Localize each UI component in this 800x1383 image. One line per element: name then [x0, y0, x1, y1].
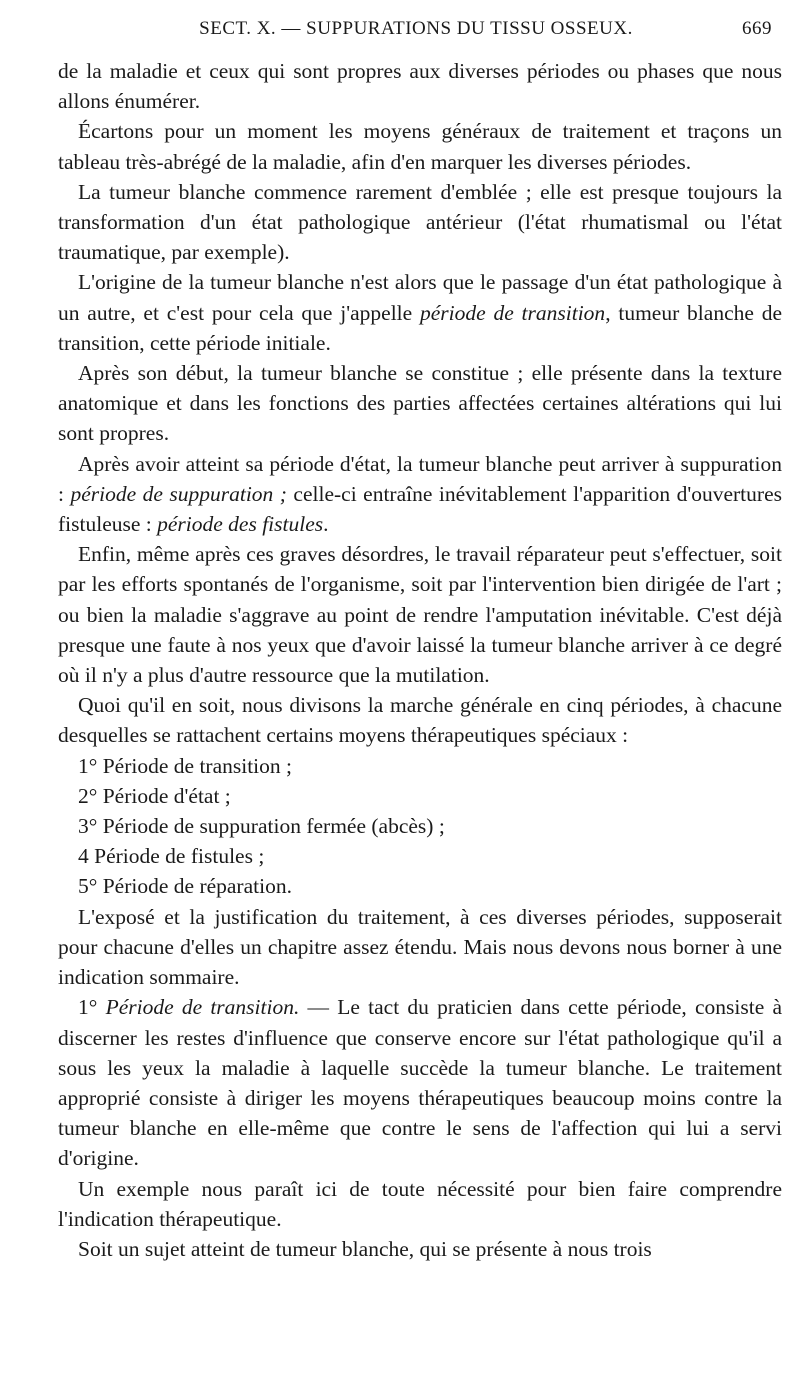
paragraph: de la maladie et ceux qui sont propres aux diverses périodes ou phases que nous allons énumérer.	[58, 59, 782, 114]
list-item: 4 Période de fistules ;	[78, 844, 265, 869]
list-item: 1° Période de transition ;	[78, 753, 293, 778]
page-number: 669	[742, 18, 772, 39]
italic-term: période de transition	[420, 300, 606, 325]
list-item: 5° Période de réparation.	[78, 874, 292, 899]
list-item: 3° Période de suppuration fermée (abcès) ;	[78, 814, 445, 839]
paragraph: Un exemple nous paraît ici de toute nécessité pour bien faire comprendre l'indication thérapeutique.	[58, 1176, 782, 1231]
section-heading: Période de transition.	[105, 995, 300, 1020]
list-item: 2° Période d'état ;	[78, 783, 231, 808]
running-head	[60, 18, 772, 42]
body-text	[58, 56, 782, 1264]
running-title: SECT. X. — SUPPURATIONS DU TISSU OSSEUX.	[199, 18, 633, 39]
paragraph: L'exposé et la justification du traitement, à ces diverses périodes, supposerait pour chacune d'elles un chapitre assez étendu. Mais nous devons nous borner à une indication sommaire.	[58, 904, 782, 990]
paragraph: 1° Période de transition. — Le tact du praticien dans cette période, consiste à discerner les restes d'influence que conserve encore sur l'état pathologique qu'il a sous les yeux la maladie à laquelle succède la tumeur blanche. Le traitement approprié consiste à diriger les moyens thérapeutiques beaucoup moins contre la tumeur blanche en elle-même que contre le sens de l'affection qui lui a servi d'origine.	[58, 995, 782, 1171]
paragraph: Écartons pour un moment les moyens généraux de traitement et traçons un tableau très-abrégé de la maladie, afin d'en marquer les diverses périodes.	[58, 119, 782, 174]
paragraph: Enfin, même après ces graves désordres, le travail réparateur peut s'effectuer, soit par les efforts spontanés de l'organisme, soit par l'intervention bien dirigée de l'art ; ou bien la maladie s'aggrave au point de rendre l'amputation inévitable. C'est déjà presque une faute à nos yeux que d'avoir laissé la tumeur blanche arriver à ce degré où il n'y a plus d'autre ressource que la mutilation.	[58, 542, 782, 688]
paragraph: La tumeur blanche commence rarement d'emblée ; elle est presque toujours la transformation d'un état pathologique antérieur (l'état rhumatismal ou l'état traumatique, par exemple).	[58, 179, 782, 265]
paragraph: L'origine de la tumeur blanche n'est alors que le passage d'un état pathologique à un autre, et c'est pour cela que j'appelle période de transition, tumeur blanche de transition, cette période initiale.	[58, 270, 782, 355]
paragraph: Quoi qu'il en soit, nous divisons la marche générale en cinq périodes, à chacune desquelles se rattachent certains moyens thérapeutiques spéciaux :	[58, 693, 782, 748]
paragraph: Après avoir atteint sa période d'état, la tumeur blanche peut arriver à suppuration : période de suppuration ; celle-ci entraîne inévitablement l'apparition d'ouvertures fistuleuse : période des fistules.	[58, 451, 782, 537]
paragraph: Après son début, la tumeur blanche se constitue ; elle présente dans la texture anatomique et dans les fonctions des parties affectées certaines altérations qui lui sont propres.	[58, 361, 782, 446]
italic-term: période de suppuration ;	[70, 481, 287, 506]
italic-term: période des fistules	[157, 512, 324, 537]
paragraph: Soit un sujet atteint de tumeur blanche, qui se présente à nous trois	[78, 1236, 652, 1261]
